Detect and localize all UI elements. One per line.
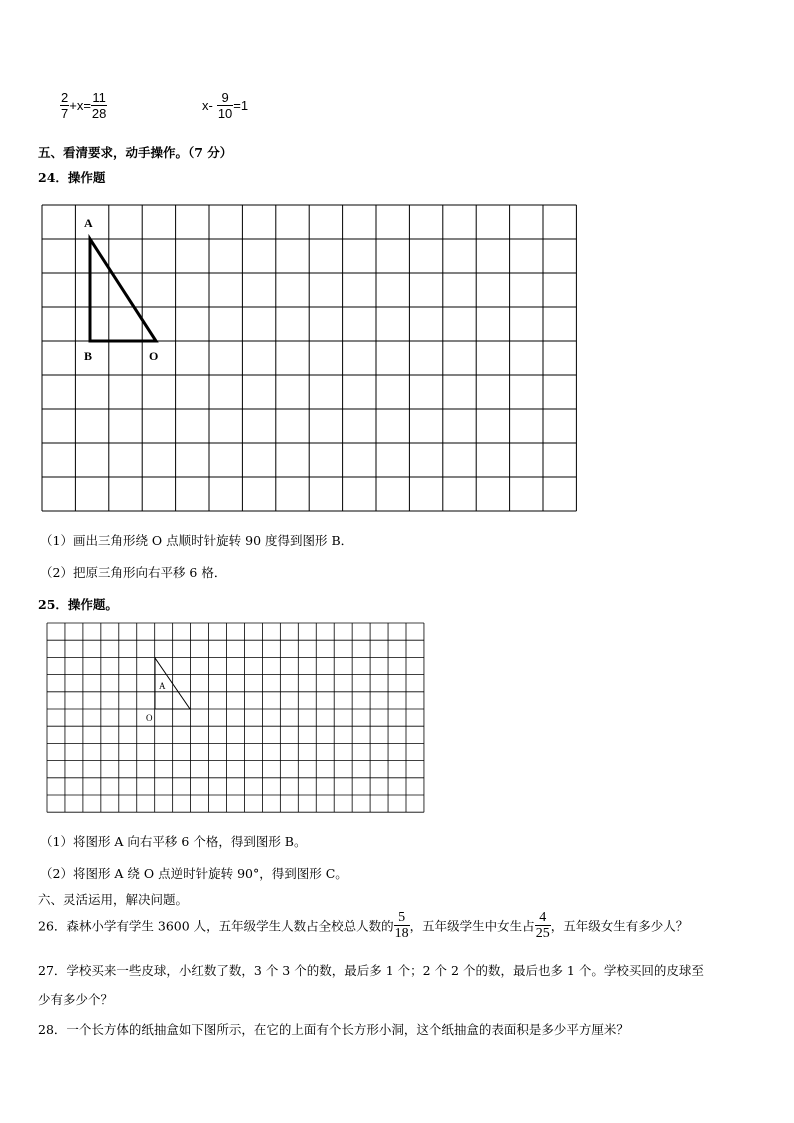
fraction: $\frac{5}{18}$ [394, 910, 409, 941]
section-6-heading: 六、灵活运用，解决问题。 [38, 892, 189, 907]
question-28: 28．一个长方体的纸抽盒如下图所示，在它的上面有个长方形小洞，这个纸抽盒的表面积是多少平方厘米？ [38, 1022, 629, 1037]
q24-sub-question-2: （2）把原三角形向右平移 6 格． [40, 565, 227, 580]
equation-2: x- $\frac{9}{10}$ =1 [202, 90, 249, 121]
question-27-line-2: 少有多少个？ [38, 992, 114, 1007]
question-25-title: 25．操作题。 [38, 597, 118, 612]
q24-sub-question-1: （1）画出三角形绕 O 点顺时针旋转 90 度得到图形 B． [40, 533, 354, 548]
question-24-title: 24．操作题 [38, 170, 106, 185]
equation-1: $\frac{2}{7}$ +x= $\frac{11}{28}$ [61, 90, 107, 121]
section-5-heading: 五、看清要求，动手操作。（7 分） [38, 145, 233, 160]
fraction: $\frac{4}{25}$ [535, 910, 550, 941]
q25-sub-question-2: （2）将图形 A 绕 O 点逆时针旋转 90°，得到图形 C。 [40, 866, 348, 881]
fraction: $\frac{9}{10}$ [217, 90, 233, 121]
q25-sub-question-1: （1）将图形 A 向右平移 6 个格，得到图形 B。 [40, 834, 307, 849]
question-27-line-1: 27．学校买来一些皮球，小红数了数，3 个 3 个的数，最后多 1 个；2 个 2 个的数，最后也多 1 个。学校买回的皮球至 [38, 963, 704, 978]
q24-label-a: A [84, 216, 93, 230]
q24-label-b: B [84, 349, 93, 363]
q24-label-o: O [149, 349, 159, 363]
fraction: $\frac{2}{7}$ [61, 90, 69, 121]
q25-label-a: A [159, 681, 166, 691]
fraction: $\frac{11}{28}$ [91, 90, 107, 121]
question-26: 26．森林小学有学生 3600 人，五年级学生人数占全校总人数的 $\frac{5}{18}$ ，五年级学生中女生占 $\frac{4}{25}$ ，五年级女生有多少人？ [38, 910, 689, 941]
q25-label-o: O [146, 713, 153, 723]
